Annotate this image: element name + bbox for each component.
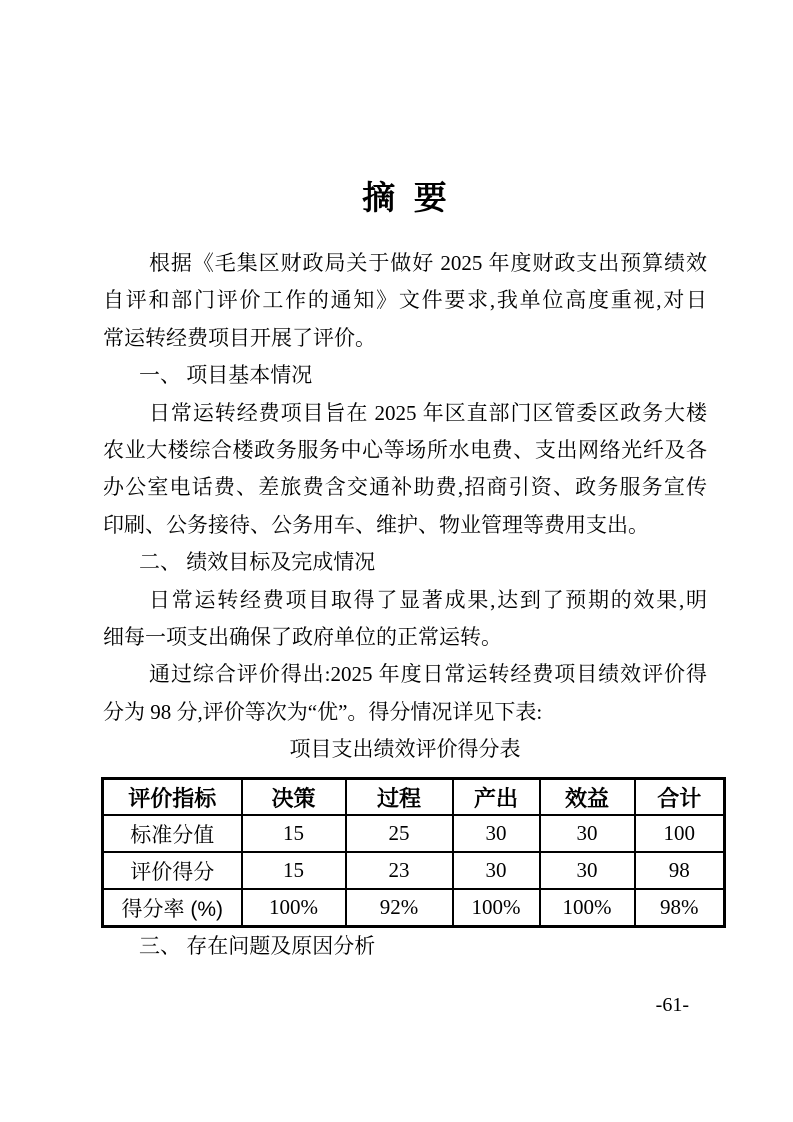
body-text bbox=[103, 245, 707, 731]
page-number: -61- bbox=[655, 993, 689, 1016]
score-cell: 100 bbox=[635, 815, 725, 852]
table-row bbox=[103, 815, 725, 852]
page-content bbox=[103, 0, 707, 1024]
score-cell: 98 bbox=[635, 852, 725, 889]
table-header-cell: 过程 bbox=[346, 779, 453, 816]
table-header-cell: 效益 bbox=[540, 779, 635, 816]
paragraph-line: 根据《毛集区财政局关于做好 2025 年度财政支出预算绩效 bbox=[149, 251, 707, 275]
paragraph-line: 日常运转经费项目旨在 2025 年区直部门区管委区政务大楼 bbox=[149, 400, 707, 425]
score-cell: 100% bbox=[540, 889, 635, 927]
table-row bbox=[103, 852, 725, 889]
paragraph-line: 印刷、公务接待、公务用车、维护、物业管理等费用支出。 bbox=[103, 512, 649, 537]
score-cell: 30 bbox=[540, 815, 635, 852]
score-cell: 15 bbox=[242, 815, 346, 852]
row-label-cell: 评价得分 bbox=[103, 852, 242, 889]
score-table bbox=[101, 777, 726, 928]
score-cell: 23 bbox=[346, 852, 453, 889]
score-cell: 30 bbox=[453, 852, 540, 889]
table-row bbox=[103, 889, 725, 927]
paragraph-line: 分为 98 分,评价等次为“优”。得分情况详见下表: bbox=[103, 699, 543, 724]
score-cell: 92% bbox=[346, 889, 453, 927]
score-cell: 100% bbox=[453, 889, 540, 927]
table-header-cell: 产出 bbox=[453, 779, 540, 816]
table-header-cell: 合计 bbox=[635, 779, 725, 816]
table-header-cell: 决策 bbox=[242, 779, 346, 816]
table-header-cell: 评价指标 bbox=[103, 779, 242, 816]
row-label-cell: 得分率 (%) bbox=[103, 889, 242, 927]
score-cell: 15 bbox=[242, 852, 346, 889]
score-cell: 100% bbox=[242, 889, 346, 927]
section-heading-1: 一、 项目基本情况 bbox=[139, 363, 313, 388]
page-title: 摘 要 bbox=[362, 181, 448, 217]
paragraph-line: 细每一项支出确保了政府单位的正常运转。 bbox=[103, 624, 502, 649]
paragraph-line: 通过综合评价得出:2025 年度日常运转经费项目绩效评价得 bbox=[149, 662, 707, 687]
score-cell: 30 bbox=[540, 852, 635, 889]
table-caption: 项目支出绩效评价得分表 bbox=[289, 737, 521, 762]
paragraph-line: 日常运转经费项目取得了显著成果,达到了预期的效果,明 bbox=[149, 587, 707, 612]
section-heading-2: 二、 绩效目标及完成情况 bbox=[139, 550, 376, 575]
row-label-cell: 标准分值 bbox=[103, 815, 242, 852]
section-heading-3: 三、 存在问题及原因分析 bbox=[139, 934, 376, 959]
paragraph-line: 常运转经费项目开展了评价。 bbox=[103, 325, 376, 350]
paragraph-line: 农业大楼综合楼政务服务中心等场所水电费、支出网络光纤及各 bbox=[103, 437, 707, 462]
score-cell: 30 bbox=[453, 815, 540, 852]
score-cell: 98% bbox=[635, 889, 725, 927]
paragraph-line: 自评和部门评价工作的通知》文件要求,我单位高度重视,对日 bbox=[103, 288, 707, 313]
paragraph-line: 办公室电话费、差旅费含交通补助费,招商引资、政务服务宣传 bbox=[103, 475, 707, 500]
score-cell: 25 bbox=[346, 815, 453, 852]
table-header-row bbox=[103, 779, 725, 816]
